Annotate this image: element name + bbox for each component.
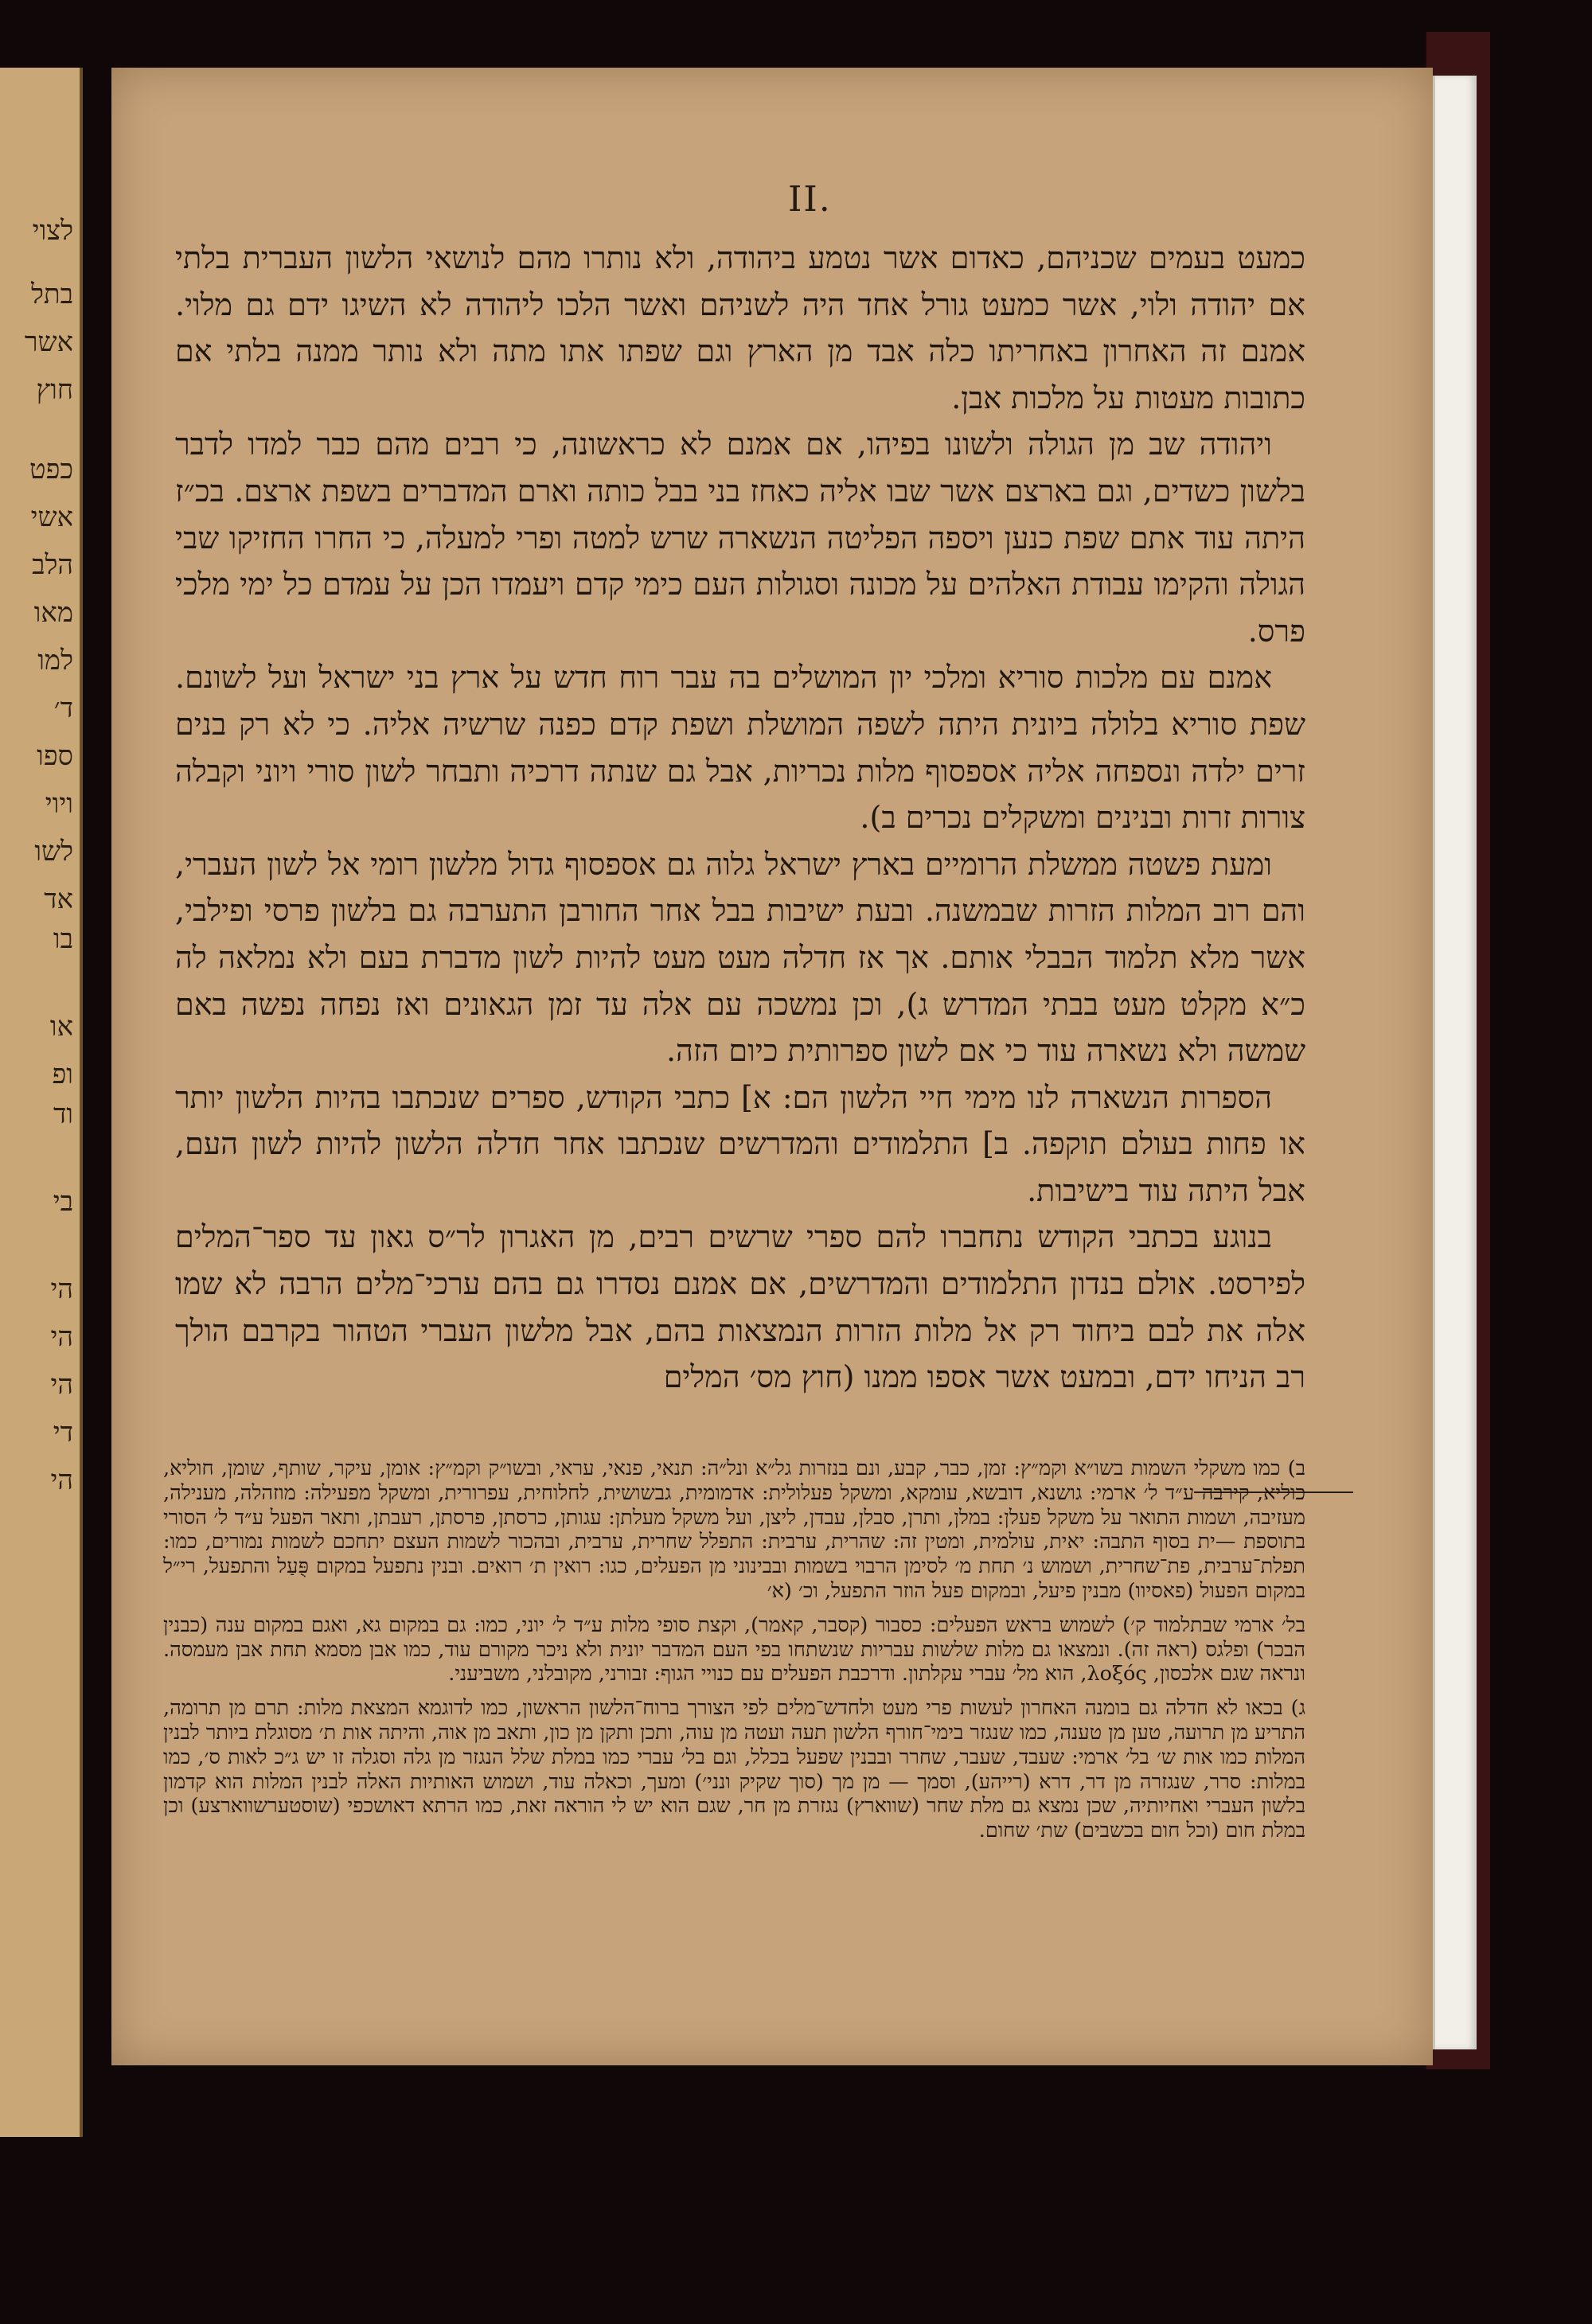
facing-page-fragment [0, 68, 83, 2137]
body-text [175, 235, 1305, 1401]
paragraph: בנוגע בכתבי הקודש נתחברו להם ספרי שרשים רבים, מן האגרון לר״ס גאון עד ספר־המלים לפירסט. אולם בנדון התלמודים והמדרשים, אם אמנם נסדרו גם בהם ערכי־מלים הרבה לא שמו אלה את לבם ביחוד רק אל מלות הזרות הנמצאות בהם, אבל מלשון העברי הטהור בקרבם הולך רב הניחו ידם, ובמעט אשר אספו ממנו (חוץ מס׳ המלים [175, 1219, 1305, 1395]
facing-page-text: ויוי [45, 788, 73, 820]
facing-page-text: בי [53, 1186, 73, 1218]
footnote: בל׳ ארמי שבתלמוד ק׳) לשמוש בראש הפעלים: כסבור (קסבר, קאמר), וקצת סופי מלות ע״ד ל׳ יוני, כמו: גם במקום גא, ואגם במקום ענה (כבנין הבכר) ופלגס (ראה זה). ונמצאו גם מלות שלשות עבריות שנשתחו בפי העם המדבר יונית ולא ניכר מקורם עוד, כמו אבן מסמא תחת אבן מעמסה. ונראה שגם אלכסון, λοξός, הוא מל׳ עברי עקלתון. ודרכבת הפעלים עם כנויי הגוף: זבורני, מקובלני, משביעני. [163, 1612, 1305, 1686]
facing-page-text: למו [37, 645, 73, 677]
paragraph: כמעט בעמים שכניהם, כאדום אשר נטמע ביהודה, ולא נותרו מהם לנושאי הלשון העברית בלתי אם יהודה ולוי, אשר כמעט גורל אחד היה לשניהם ואשר הלכו ליהודה לא השיגו ידם גם מלוי. אמנם זה האחרון באחריתו כלה אבד מן הארץ וגם שפתו אתו מתה ולא נותר ממנה בלתי אם כתובות מעטות על מלכות אבן. [175, 240, 1305, 415]
paragraph: ומעת פשטה ממשלת הרומיים בארץ ישראל גלוה גם אספסוף גדול מלשון רומי אל לשון העברי, והם רוב המלות הזרות שבמשנה. ובעת ישיבות בבל אחר החורבן התערבה גם בלשון פרסי ופילבי, אשר מלא תלמוד הבבלי אותם. אך אז חדלה מעט מעט להיות לשון מדברת בעם ולא נמלאה לה כ״א מקלט מעט בבתי המדרש ג), וכן נמשכה עם אלה עד זמן הגאונים ואז נפחה נפשה באם שמשה ולא נשארה עוד כי אם לשון ספרותית כיום הזה. [175, 846, 1305, 1069]
page-number: II. [788, 179, 832, 220]
facing-page-text: ד׳ [53, 692, 73, 724]
facing-page-text: הי [50, 1321, 73, 1353]
facing-page-text: אשי [30, 501, 73, 533]
facing-page-text: בתל [30, 279, 73, 310]
facing-page-text: מאו [33, 597, 73, 629]
facing-page-text: ופ [52, 1059, 73, 1090]
facing-page-text: וד [53, 1098, 73, 1130]
footnotes [163, 1456, 1305, 1853]
facing-page-text: לשו [34, 836, 73, 868]
page-edge-stack [1433, 76, 1477, 2049]
facing-page-text: אשר [24, 326, 73, 358]
facing-page-text: הי [50, 1273, 73, 1305]
footnote: ב) כמו משקלי השמות בשו״א וקמ״ץ: זמן, כבר, קבע, ונם בנזרות גל״א ונל״ה: תנאי, פנאי, עראי, ובשו״ק וקמ״ץ: אומן, עיקר, שותף, שומן, חוליא, כוליא, קירבה ע״ד ל׳ ארמי: גושנא, דובשא, עומקא, ומשקל פעלולית: אדמומית, גבשושית, לחלוחית, עפרורית, ומשקל מפעילה: מוזהלה, מענילה, מעזיבה, ושמות התואר על משקל פעלן: במלן, ותרן, סבלן, עבדן, ליצן, ועל משקל מעלתן: עגותן, כרסתן, פרסתן, רעבתן, ותאר הפעל ע״ד ל׳ הסורי בתוספת —ית בסוף התבה: יאית, עולמית, ומטין זה: שהרית, ערבית: התפלל שחרית, ערבית, ובהכור לשמות העצם יתחכם לשמות נמורים, כמו: תפלת־ערבית, פת־שחרית, ושמוש נ׳ תחת מ׳ לסימן הרבוי בשמות ובבינוני מן הפעלים, כגו: רואין ת׳ רואים. ובנין נתפעל במקום פֻּעַל והתפעל, רי״ל במקום הפעול (פאסיוו) מבנין פיעל, ובמקום פעל הוזר התפעל, וכ׳ (א׳ [163, 1456, 1305, 1603]
facing-page-text: די [53, 1417, 73, 1449]
facing-page-text: כפט [29, 454, 73, 485]
paragraph: הספרות הנשארה לנו מימי חיי הלשון הם: א] כתבי הקודש, ספרים שנכתבו בהיות הלשון יותר או פחות בעולם תוקפה. ב] התלמודים והמדרשים שנכתבו אחר חדלה הלשון להיות לשון העם, אבל היתה עוד בישיבות. [175, 1079, 1305, 1208]
facing-page-text: הי [50, 1369, 73, 1401]
facing-page-text: או [49, 1011, 73, 1043]
facing-page-text: אד [44, 883, 73, 915]
facing-page-text: ספו [37, 740, 73, 772]
facing-page-text: הי [50, 1464, 73, 1496]
footnote: ג) בכאו לא חדלה גם בומנה האחרון לעשות פרי מעט ולחדש־מלים לפי הצורך ברוח־הלשון הראשון, כמו לדוגמא המצאת מלות: תרם מן תרומה, התריע מן תרועה, טען מן טענה, כמו שנגזר בימי־חורף הלשון תעה ועטה מן עוה, ותכן ותקן מן כון, ותאב מן אוה, והיתה אות ת׳ מסוגלת ביותר לבנין המלות כמו אות ש׳ בל׳ ארמי: שעבד, שעבר, שחרר ובבנין שפעל בכלל, וגם בל׳ עברי כמו במלת שלל הנגזר מן גלה וסגלה זו יש ג״כ לאות ס׳, כמו במלות: סרר, שנגזרה מן דר, דרא (רייהע), וסמך — מן מך (סוך שקיק ונני׳) ומעך, וכאלה עוד, ושמוש האותיות האלה לבנין המלות הוא קדמון בלשון העברי ואחיותיה, שכן נמצא גם מלת שחר (שווארץ) נגזרת מן חר, שגם הוא יש לי הוראה זאת, כמו הרתא דאושכפי (שוסטערשווארצע) וכן במלת חום (וכל חום בכשבים) שת׳ שחום. [163, 1696, 1305, 1843]
facing-page-text: בו [53, 923, 73, 955]
facing-page-text: הלב [32, 549, 73, 581]
paragraph: אמנם עם מלכות סוריא ומלכי יון המושלים בה עבר רוח חדש על ארץ בני ישראל ועל לשונם. שפת סוריא בלולה ביונית היתה לשפה המושלת ושפת קדם כפנה שרשיה אליה. כי לא רק בנים זרים ילדה ונספחה אליה אספסוף מלות נכריות, אבל גם שנתה דרכיה ותבחר לשון סורי ויוני וקבלה צורות זרות ובנינים ומשקלים נכרים ב). [175, 660, 1306, 836]
paragraph: ויהודה שב מן הגולה ולשונו בפיהו, אם אמנם לא כראשונה, כי רבים מהם כבר למדו לדבר בלשון כשדים, וגם בארצם אשר שבו אליה כאחז בני בבל כותה וארם המדברים בשפת ארצם. בכ״ז היתה עוד אתם שפת כנען ויספה הפליטה הנשארה שרש למטה ופרי למעלה, כי החרו החזיקו שבי הגולה והקימו עבודת האלהים על מכונה וסגולות העם כימי קדם ויעמדו הכן על עמדם כל ימי מלכי פרס. [175, 427, 1305, 649]
facing-page-text: חוץ [36, 374, 73, 406]
facing-page-text: לצוי [32, 215, 73, 247]
